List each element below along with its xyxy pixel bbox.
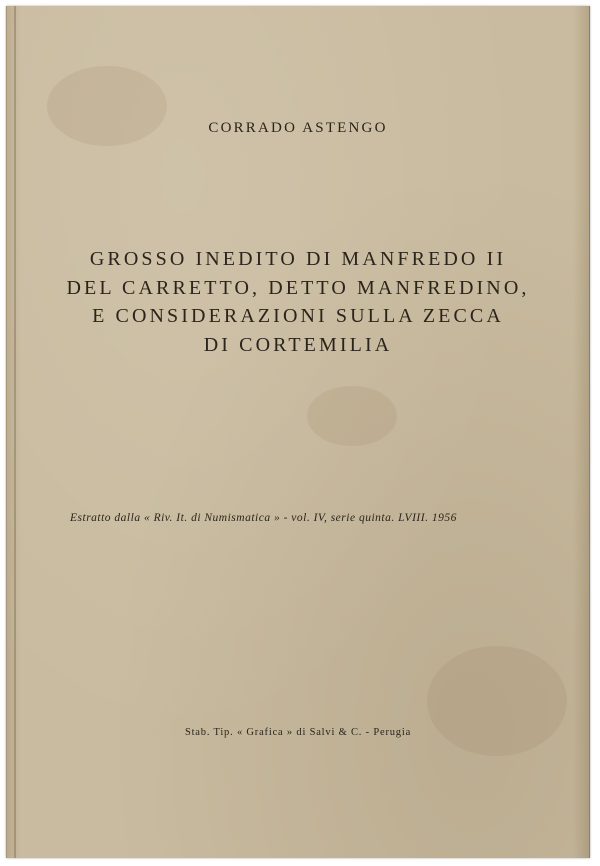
extract-note: Estratto dalla « Riv. It. di Numismatica » - vol. IV, serie quinta. LVIII. 1956: [70, 512, 457, 524]
title-line: DEL CARRETTO, DETTO MANFREDINO,: [66, 276, 530, 299]
title-line: E CONSIDERAZIONI SULLA ZECCA: [92, 305, 504, 327]
booklet-cover: [6, 6, 590, 858]
booklet-title: [7, 245, 589, 359]
title-line: DI CORTEMILIA: [203, 333, 393, 356]
paper-stain: [427, 646, 567, 756]
title-line: GROSSO INEDITO DI MANFREDO II: [89, 248, 507, 270]
author-name: CORRADO ASTENGO: [208, 120, 388, 136]
printer-imprint: Stab. Tip. « Grafica » di Salvi & C. - Perugia: [184, 727, 412, 738]
paper-stain: [307, 386, 397, 446]
